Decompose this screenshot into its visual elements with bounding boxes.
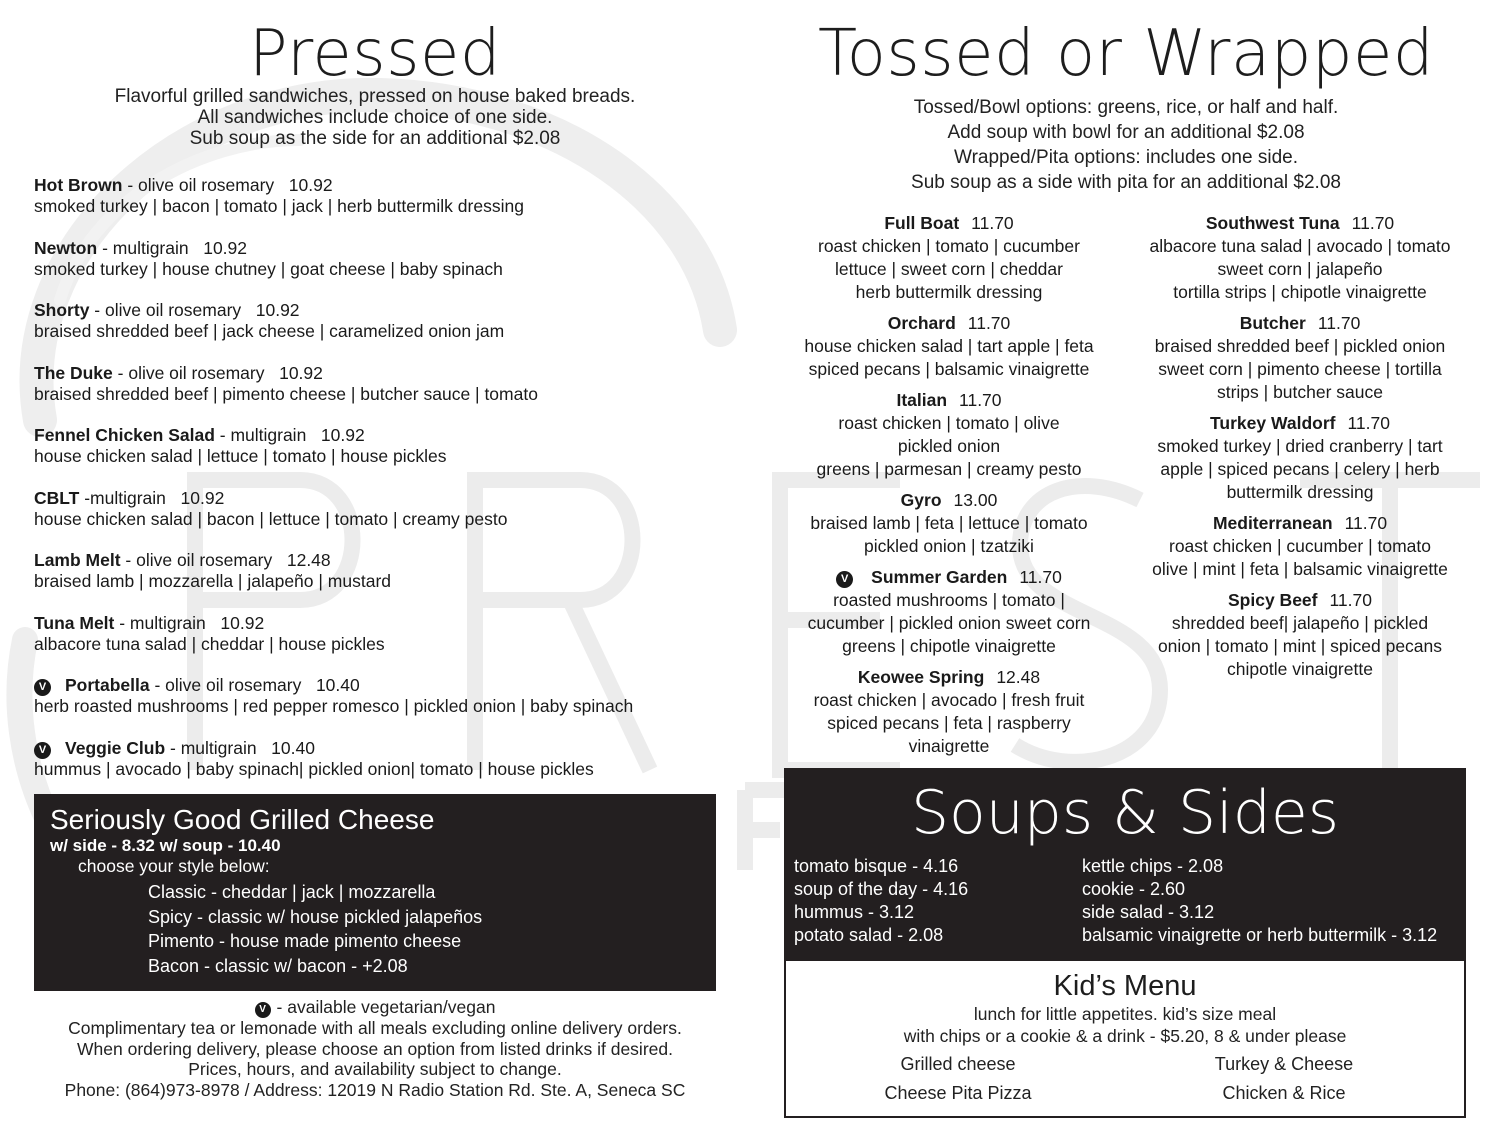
bowl-ingredients: strips | butcher sauce	[1216, 382, 1383, 402]
bowl-ingredients: sweet corn | jalapeño	[1217, 259, 1383, 279]
bowl-name: Turkey Waldorf	[1210, 413, 1336, 433]
tossed-intro-line: Tossed/Bowl options: greens, rice, or half and half.	[913, 97, 1339, 118]
sandwich-bread: - olive oil rosemary	[112, 362, 265, 383]
sandwich-list	[34, 175, 734, 800]
bowl-column-left	[782, 212, 1116, 766]
sandwich-ingredients: hummus | avocado | baby spinach| pickled onion| tomato | house pickles	[34, 758, 594, 779]
sandwich-ingredients: house chicken salad | lettuce | tomato | house pickles	[34, 446, 447, 466]
grilled-cheese-style: Pimento - house made pimento cheese	[148, 931, 462, 951]
sandwich-item	[34, 675, 734, 738]
side-item: cookie - 2.60	[1082, 879, 1186, 899]
bowl-price: 11.70	[1351, 213, 1395, 233]
grilled-cheese-choose: choose your style below:	[78, 856, 270, 876]
bowl-name: Spicy Beef	[1228, 590, 1318, 610]
sandwich-bread: - olive oil rosemary	[120, 550, 273, 570]
grilled-cheese-box	[34, 794, 716, 991]
sandwich-price: 10.92	[203, 237, 248, 258]
bowl-name: Keowee Spring	[857, 667, 985, 687]
sandwich-ingredients: braised lamb | mozzarella | jalapeño | mustard	[34, 571, 391, 591]
sides-list	[1082, 855, 1472, 947]
bowl-price: 11.70	[1344, 513, 1388, 533]
sandwich-bread: - multigrain	[97, 237, 189, 258]
side-item: hummus - 3.12	[794, 902, 915, 922]
sandwich-bread: - multigrain	[214, 425, 307, 445]
bowl-ingredients: roast chicken | tomato | cucumber	[818, 236, 1080, 256]
bowl-ingredients: smoked turkey | dried cranberry | tart	[1157, 436, 1443, 456]
vegetarian-icon: V	[255, 1002, 271, 1018]
bowl-ingredients: olive | mint | feta | balsamic vinaigrette	[1152, 559, 1448, 579]
kids-menu-item: Turkey & Cheese	[1214, 1054, 1354, 1074]
bowl-ingredients: lettuce | sweet corn | cheddar	[835, 259, 1063, 279]
bowl-ingredients: sweet corn | pimento cheese | tortilla	[1158, 359, 1442, 379]
bowl-ingredients: buttermilk dressing	[1226, 482, 1374, 502]
bowl-ingredients: shredded beef| jalapeño | pickled	[1171, 613, 1429, 633]
sandwich-ingredients: braised shredded beef | jack cheese | caramelized onion jam	[34, 321, 505, 341]
sandwich-name: Fennel Chicken Salad	[34, 425, 215, 445]
bowl-ingredients: house chicken salad | tart apple | feta	[804, 336, 1094, 356]
sandwich-item	[34, 425, 734, 488]
sandwich-price: 10.92	[180, 487, 225, 508]
bowl-ingredients: apple | spiced pecans | celery | herb	[1160, 459, 1440, 479]
bowl-item	[782, 566, 1116, 658]
bowl-item	[782, 489, 1116, 558]
sandwich-price: 10.92	[255, 300, 300, 320]
bowl-ingredients: cucumber | pickled onion sweet corn	[807, 613, 1091, 633]
bowl-column-right	[1130, 212, 1470, 689]
side-item: soup of the day - 4.16	[794, 879, 969, 899]
footer-line: Complimentary tea or lemonade with all meals excluding online delivery orders.	[68, 1018, 682, 1038]
bowl-ingredients: pickled onion	[897, 436, 1001, 456]
kids-menu-item: Grilled cheese	[900, 1054, 1016, 1074]
bowl-ingredients: braised shredded beef | pickled onion	[1154, 336, 1446, 356]
bowl-price: 11.70	[1329, 590, 1372, 610]
pressed-title: Pressed	[249, 17, 501, 91]
footer-line: Prices, hours, and availability subject to change.	[188, 1059, 562, 1080]
footer-notes	[0, 997, 750, 1100]
grilled-cheese-prices: w/ side - 8.32 w/ soup - 10.40	[50, 836, 281, 855]
bowl-ingredients: vinaigrette	[908, 736, 990, 756]
bowl-item	[782, 212, 1116, 304]
sandwich-item	[34, 238, 734, 301]
pressed-intro-line: Flavorful grilled sandwiches, pressed on house baked breads.	[114, 86, 636, 107]
bowl-price: 12.48	[996, 667, 1041, 687]
bowl-ingredients: braised lamb | feta | lettuce | tomato	[810, 513, 1088, 533]
veg-legend-text: - available vegetarian/vegan	[276, 997, 496, 1017]
sandwich-name: Veggie Club	[65, 737, 166, 758]
bowl-price: 11.70	[1347, 413, 1390, 433]
tossed-title: Tossed or Wrapped	[818, 17, 1434, 91]
bowl-name: Butcher	[1239, 313, 1306, 333]
grilled-cheese-style: Bacon - classic w/ bacon - +2.08	[148, 955, 408, 976]
sandwich-item	[34, 613, 734, 676]
sandwich-name: Portabella	[65, 675, 150, 695]
bowl-ingredients: roast chicken | tomato | olive	[838, 413, 1060, 433]
sandwich-price: 10.92	[220, 612, 265, 633]
sandwich-name: Newton	[34, 237, 98, 258]
bowl-price: 11.70	[971, 213, 1014, 233]
tossed-section	[752, 0, 1500, 1123]
vegetarian-icon: V	[836, 571, 853, 588]
bowl-name: Mediterranean	[1212, 513, 1333, 533]
bowl-item	[1130, 512, 1470, 581]
vegetarian-icon: V	[34, 679, 51, 696]
soups-list	[794, 855, 1074, 947]
sandwich-price: 12.48	[286, 550, 331, 570]
grilled-cheese-styles	[50, 880, 716, 978]
sandwich-price: 10.40	[271, 737, 315, 758]
bowl-ingredients: spiced pecans | feta | raspberry	[827, 713, 1071, 733]
sandwich-ingredients: smoked turkey | house chutney | goat cheese | baby spinach	[34, 258, 503, 279]
sandwich-item	[34, 300, 734, 363]
side-item: side salad - 3.12	[1082, 902, 1215, 922]
bowl-ingredients: roast chicken | avocado | fresh fruit	[813, 690, 1085, 710]
veg-legend	[0, 997, 750, 1018]
sandwich-ingredients: braised shredded beef | pimento cheese | butcher sauce | tomato	[34, 383, 538, 404]
sandwich-bread: - multigrain	[165, 737, 257, 758]
tossed-intro-line: Add soup with bowl for an additional $2.08	[947, 122, 1305, 143]
tossed-intro-line: Wrapped/Pita options: includes one side.	[954, 147, 1298, 168]
tossed-intro-line: Sub soup as a side with pita for an additional $2.08	[911, 172, 1341, 193]
grilled-cheese-title: Seriously Good Grilled Cheese	[50, 804, 435, 835]
bowl-name: Gyro	[900, 490, 942, 510]
bowl-item	[782, 389, 1116, 481]
footer-contact: Phone: (864)973-8978 / Address: 12019 N Radio Station Rd. Ste. A, Seneca SC	[64, 1079, 686, 1100]
bowl-ingredients: herb buttermilk dressing	[855, 282, 1043, 302]
bowl-price: 11.70	[967, 313, 1011, 333]
kids-menu-box	[784, 961, 1466, 1118]
bowl-ingredients: pickled onion | tzatziki	[864, 536, 1034, 556]
sandwich-name: CBLT	[34, 487, 80, 508]
bowl-ingredients: tortilla strips | chipotle vinaigrette	[1173, 282, 1427, 302]
side-item: balsamic vinaigrette or herb buttermilk - 3.12	[1082, 925, 1438, 945]
sandwich-item	[34, 550, 734, 613]
bowl-price: 11.70	[1019, 567, 1062, 587]
sandwich-bread: - olive oil rosemary	[149, 675, 302, 695]
sandwich-bread: - olive oil rosemary	[122, 175, 275, 195]
bowl-item	[782, 312, 1116, 381]
sandwich-ingredients: albacore tuna salad | cheddar | house pickles	[34, 633, 385, 654]
vegetarian-icon: V	[34, 742, 51, 759]
sandwich-item	[34, 363, 734, 426]
bowl-price: 11.70	[1317, 313, 1361, 333]
sandwich-name: Tuna Melt	[34, 612, 115, 633]
side-item: tomato bisque - 4.16	[794, 856, 959, 876]
bowl-item	[782, 666, 1116, 758]
sandwich-ingredients: herb roasted mushrooms | red pepper romesco | pickled onion | baby spinach	[34, 696, 634, 716]
pressed-intro-line: Sub soup as the side for an additional $2.08	[189, 128, 561, 149]
bowl-price: 13.00	[953, 490, 998, 510]
sandwich-item	[34, 488, 734, 551]
kids-menu-desc: with chips or a cookie & a drink - $5.20, 8 & under please	[903, 1026, 1347, 1046]
sandwich-ingredients: house chicken salad | bacon | lettuce | tomato | creamy pesto	[34, 508, 508, 529]
kids-menu-item: Cheese Pita Pizza	[884, 1083, 1032, 1103]
grilled-cheese-style: Spicy - classic w/ house pickled jalapeños	[148, 906, 483, 927]
sandwich-price: 10.92	[288, 175, 333, 195]
pressed-intro	[0, 86, 750, 149]
sandwich-ingredients: smoked turkey | bacon | tomato | jack | herb buttermilk dressing	[34, 196, 524, 216]
bowl-ingredients: greens | parmesan | creamy pesto	[816, 459, 1082, 479]
sandwich-price: 10.92	[320, 425, 365, 445]
bowl-name: Full Boat	[884, 213, 960, 233]
soups-sides-box	[784, 768, 1466, 961]
soups-sides-title: Soups & Sides	[910, 778, 1340, 848]
kids-menu-item: Chicken & Rice	[1222, 1083, 1346, 1103]
bowl-price: 11.70	[959, 390, 1002, 410]
sandwich-price: 10.92	[279, 362, 323, 383]
bowl-ingredients: onion | tomato | mint | spiced pecans	[1157, 636, 1443, 656]
sandwich-bread: -multigrain	[79, 487, 166, 508]
tossed-intro	[752, 95, 1500, 195]
bowl-ingredients: albacore tuna salad | avocado | tomato	[1149, 236, 1451, 256]
bowl-ingredients: chipotle vinaigrette	[1227, 659, 1373, 679]
kids-menu-title: Kid’s Menu	[1053, 970, 1197, 1002]
sandwich-item	[34, 738, 734, 801]
bowl-ingredients: roast chicken | cucumber | tomato	[1169, 536, 1431, 556]
sandwich-bread: - olive oil rosemary	[89, 300, 242, 320]
bowl-item	[1130, 212, 1470, 304]
bowl-name: Southwest Tuna	[1205, 213, 1340, 233]
sandwich-name: The Duke	[34, 362, 113, 383]
side-item: kettle chips - 2.08	[1082, 856, 1224, 876]
bowl-item	[1130, 412, 1470, 504]
pressed-intro-line: All sandwiches include choice of one side.	[197, 107, 553, 128]
bowl-item	[1130, 312, 1470, 404]
bowl-name: Orchard	[887, 313, 956, 333]
side-item: potato salad - 2.08	[794, 925, 944, 945]
footer-line: When ordering delivery, please choose an option from listed drinks if desired.	[77, 1038, 673, 1059]
bowl-name: Summer Garden	[871, 567, 1008, 587]
sandwich-price: 10.40	[315, 675, 360, 695]
bowl-name: Italian	[896, 390, 948, 410]
bowl-item	[1130, 589, 1470, 681]
sandwich-name: Hot Brown	[34, 175, 123, 195]
kids-menu-desc: lunch for little appetites. kid’s size meal	[973, 1004, 1277, 1024]
bowl-ingredients: roasted mushrooms | tomato |	[833, 590, 1065, 610]
bowl-ingredients: spiced pecans | balsamic vinaigrette	[808, 359, 1090, 379]
sandwich-name: Lamb Melt	[34, 550, 121, 570]
bowl-ingredients: greens | chipotle vinaigrette	[842, 636, 1056, 656]
sandwich-item	[34, 175, 734, 238]
sandwich-bread: - multigrain	[114, 612, 206, 633]
grilled-cheese-style: Classic - cheddar | jack | mozzarella	[148, 882, 436, 902]
sandwich-name: Shorty	[34, 300, 90, 320]
